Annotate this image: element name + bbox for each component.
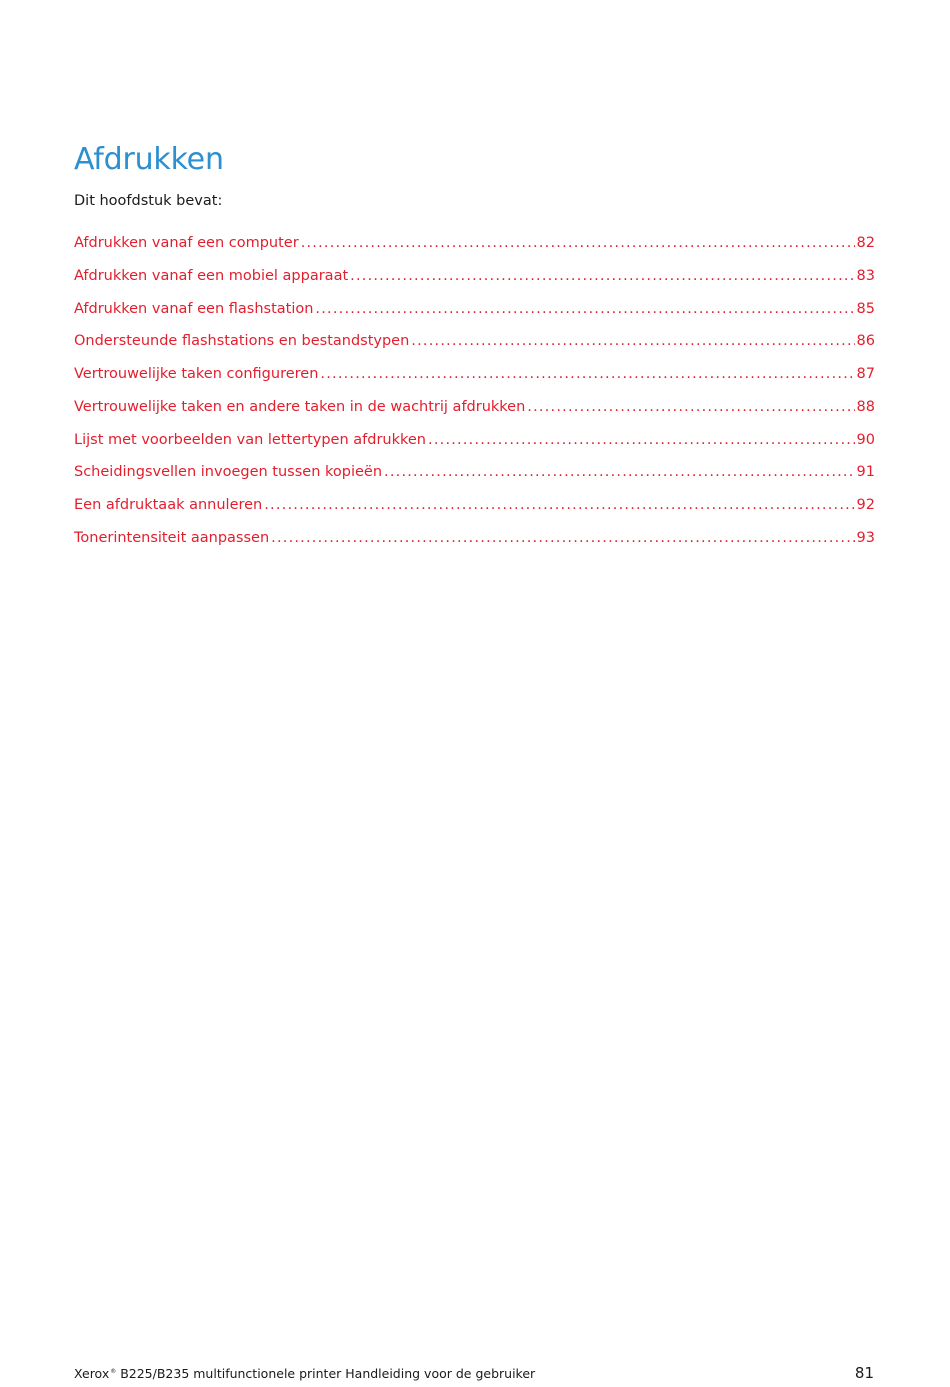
toc-leader-dots [384,464,855,480]
toc-item-held-jobs[interactable] [74,399,875,432]
footer-title-text: B225/B235 multifunctionele printer Handleiding voor de gebruiker [116,1366,536,1381]
toc-item-computer[interactable] [74,235,875,268]
chapter-intro: Dit hoofdstuk bevat: [74,193,223,209]
toc-item-label: Vertrouwelijke taken configureren [74,366,319,382]
toc-leader-dots [271,530,854,546]
page-footer [74,1364,874,1382]
toc-item-page: 82 [856,235,875,251]
toc-item-toner-darkness[interactable] [74,530,875,563]
table-of-contents [74,235,875,563]
toc-leader-dots [428,432,855,448]
toc-item-page: 83 [856,267,875,284]
toc-item-mobile[interactable] [74,268,875,301]
toc-item-label: Afdrukken vanaf een computer [74,235,299,251]
toc-item-cancel-job[interactable] [74,497,875,530]
toc-item-page: 87 [856,366,875,382]
toc-leader-dots [315,301,854,317]
toc-item-page: 90 [856,431,875,448]
toc-leader-dots [527,399,854,415]
toc-item-font-samples[interactable] [74,432,875,465]
toc-item-page: 88 [856,398,875,415]
toc-leader-dots [350,268,854,284]
toc-item-label: Ondersteunde flashstations en bestandstypen [74,333,410,350]
toc-leader-dots [411,333,854,349]
toc-item-separator-sheets[interactable] [74,464,875,497]
toc-item-page: 92 [856,497,875,513]
toc-item-label: Lijst met voorbeelden van lettertypen afdrukken [74,431,427,448]
trademark-symbol: ® [110,1367,117,1375]
toc-item-page: 93 [856,529,875,546]
toc-item-label: Afdrukken vanaf een flashstation [74,300,314,317]
toc-item-label: Een afdruktaak annuleren [74,497,263,513]
toc-item-flashdrive[interactable] [74,301,875,334]
toc-leader-dots [301,235,855,251]
toc-item-label: Vertrouwelijke taken en andere taken in de wachtrij afdrukken [74,398,526,415]
toc-item-label: Tonerintensiteit aanpassen [74,529,270,546]
footer-document-title [74,1366,535,1381]
toc-item-supported-flashdrives[interactable] [74,333,875,366]
toc-item-page: 85 [856,300,875,317]
page-title: Afdrukken [74,142,224,177]
toc-leader-dots [264,497,854,513]
toc-leader-dots [320,366,854,382]
footer-page-number: 81 [854,1364,874,1382]
toc-item-label: Scheidingsvellen invoegen tussen kopieën [74,464,383,481]
toc-item-confidential-jobs[interactable] [74,366,875,399]
footer-brand: Xerox [74,1366,110,1381]
toc-item-label: Afdrukken vanaf een mobiel apparaat [74,267,349,284]
toc-item-page: 86 [856,333,875,350]
toc-item-page: 91 [856,464,875,481]
